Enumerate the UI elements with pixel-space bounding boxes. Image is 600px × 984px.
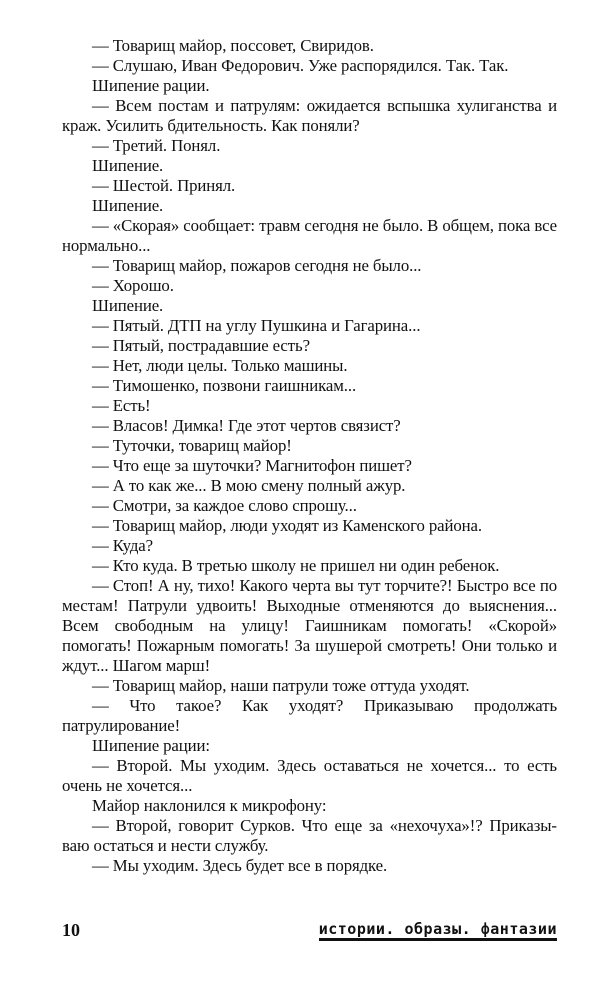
paragraph: — А то как же... В мою смену полный ажур. xyxy=(92,476,406,495)
paragraph: — Что такое? Как уходят? Приказываю продолжать патрулирование! xyxy=(62,696,557,735)
paragraph: Майор наклонился к микрофону: xyxy=(92,796,327,815)
paragraph: — Стоп! А ну, тихо! Какого черта вы тут торчите?! Быстро все по местам! Патрули удвоить! Выходные отменяются до выяснения... Всем свободным на улицу! Гаишникам помогать! «Скорой» помогать! Пожарным помогать! За шушерой смотреть! Они только и ждут... Шагом марш! xyxy=(62,576,557,675)
paragraph: — Второй. Мы уходим. Здесь оставаться не хочется... то есть очень не хочется... xyxy=(62,756,557,795)
paragraph: Шипение рации. xyxy=(92,76,210,95)
paragraph: — Шестой. Принял. xyxy=(92,176,236,195)
text-column xyxy=(62,36,557,876)
paragraph: Шипение. xyxy=(92,296,164,315)
paragraph: Шипение. xyxy=(92,156,164,175)
paragraph: — Товарищ майор, люди уходят из Каменского района. xyxy=(92,516,483,535)
paragraph: — Товарищ майор, наши патрули тоже оттуда уходят. xyxy=(92,676,470,695)
paragraph: — Пятый, пострадавшие есть? xyxy=(92,336,310,355)
page-number: 10 xyxy=(62,920,80,940)
paragraph: — Второй, говорит Сурков. Что еще за «нехочуха»!? Приказываю остаться и нести службу. xyxy=(62,816,557,855)
paragraph: — Туточки, товарищ майор! xyxy=(92,436,292,455)
paragraph: — Куда? xyxy=(92,536,153,555)
paragraph: — Пятый. ДТП на углу Пушкина и Гагарина... xyxy=(92,316,421,335)
running-title: истории. образы. фантазии xyxy=(319,921,557,941)
paragraph: Шипение рации: xyxy=(92,736,210,755)
paragraph: — Тимошенко, позвони гаишникам... xyxy=(92,376,357,395)
page-footer xyxy=(62,920,557,944)
paragraph: — Хорошо. xyxy=(92,276,174,295)
paragraph: — Третий. Понял. xyxy=(92,136,221,155)
paragraph: — Смотри, за каждое слово спрошу... xyxy=(92,496,357,515)
paragraph: — Товарищ майор, поссовет, Свиридов. xyxy=(92,36,374,55)
paragraph: — Власов! Димка! Где этот чертов связист? xyxy=(92,416,401,435)
paragraph: — Мы уходим. Здесь будет все в порядке. xyxy=(92,856,388,875)
paragraph: — «Скорая» сообщает: травм сегодня не было. В общем, пока все нормально... xyxy=(62,216,557,255)
paragraph: — Есть! xyxy=(92,396,151,415)
paragraph: — Всем постам и патрулям: ожидается вспышка хулиганства и краж. Усилить бдительность. Как поняли? xyxy=(62,96,557,135)
paragraph: — Слушаю, Иван Федорович. Уже распорядился. Так. Так. xyxy=(92,56,509,75)
paragraph: — Кто куда. В третью школу не пришел ни один ребенок. xyxy=(92,556,500,575)
paragraph: Шипение. xyxy=(92,196,164,215)
paragraph: — Что еще за шуточки? Магнитофон пишет? xyxy=(92,456,412,475)
paragraph: — Товарищ майор, пожаров сегодня не было... xyxy=(92,256,422,275)
paragraph: — Нет, люди целы. Только машины. xyxy=(92,356,348,375)
